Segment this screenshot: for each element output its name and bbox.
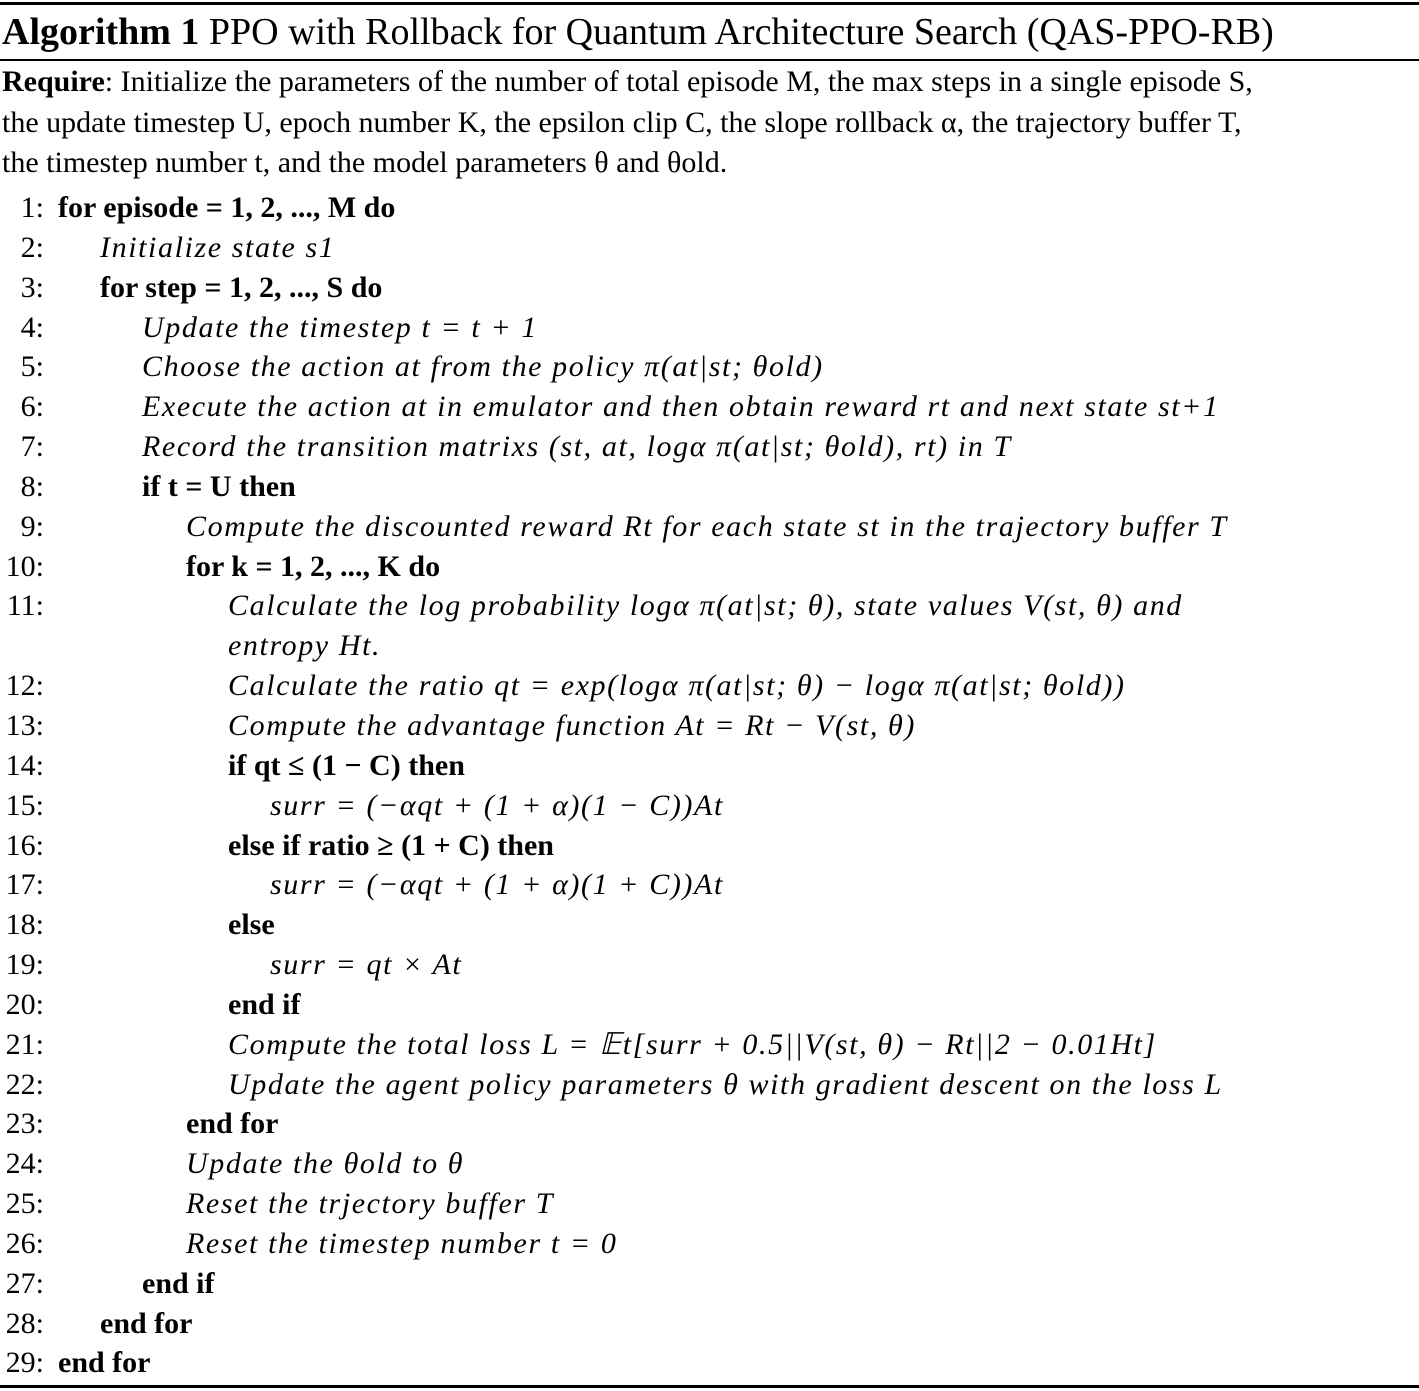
line-number: 10: — [5, 549, 44, 583]
algorithm-line — [0, 865, 1419, 905]
line-code: end if — [228, 987, 301, 1021]
algorithm-label: Algorithm 1 — [2, 11, 200, 53]
line-code: end for — [100, 1306, 193, 1340]
line-code: entropy Ht. — [228, 629, 382, 663]
line-code: else — [228, 908, 275, 942]
line-number: 23: — [5, 1107, 44, 1141]
line-number: 22: — [5, 1067, 44, 1101]
algorithm-line — [0, 467, 1419, 507]
line-code: Calculate the log probability logα π(at|st; θ), state values V(st, θ) and — [228, 589, 1183, 623]
line-number: 13: — [5, 708, 44, 742]
line-code: Update the agent policy parameters θ with gradient descent on the loss L — [228, 1067, 1223, 1101]
require-line-3: the timestep number t, and the model parameters θ and θold. — [2, 146, 728, 179]
line-code: Compute the discounted reward Rt for each state st in the trajectory buffer T — [186, 509, 1228, 543]
line-code: else if ratio ≥ (1 + C) then — [228, 828, 554, 862]
line-number: 18: — [5, 908, 44, 942]
line-code: for step = 1, 2, ..., S do — [100, 270, 383, 304]
line-number: 7: — [20, 430, 44, 464]
line-code: for episode = 1, 2, ..., M do — [58, 191, 396, 224]
line-code: if qt ≤ (1 − C) then — [228, 748, 465, 782]
algorithm-line — [0, 746, 1419, 786]
algorithm-line — [0, 945, 1419, 985]
line-code: Compute the total loss L = 𝔼t[surr + 0.5||V(st, θ) − Rt||2 − 0.01Ht] — [228, 1027, 1157, 1061]
require-block — [2, 62, 1416, 184]
line-number: 4: — [20, 310, 44, 344]
line-number: 27: — [5, 1266, 44, 1300]
line-code: end for — [58, 1346, 151, 1380]
algorithm-line — [0, 308, 1419, 348]
line-code: Initialize state s1 — [100, 230, 336, 264]
line-number: 14: — [5, 748, 44, 782]
algorithm-line — [0, 905, 1419, 945]
line-number: 12: — [5, 669, 44, 703]
line-code: surr = (−αqt + (1 + α)(1 + C))At — [270, 868, 724, 902]
require-label: Require — [2, 65, 105, 98]
line-number: 8: — [20, 469, 44, 503]
algorithm-line — [0, 1184, 1419, 1224]
algorithm-line — [0, 666, 1419, 706]
line-number: 15: — [5, 788, 44, 822]
line-code: Execute the action at in emulator and then obtain reward rt and next state st+1 — [142, 390, 1220, 424]
algorithm-line — [0, 1104, 1419, 1144]
line-code: end if — [142, 1266, 215, 1300]
algorithm-line — [0, 706, 1419, 746]
algorithm-line — [0, 228, 1419, 268]
line-number: 2: — [20, 230, 44, 264]
line-number: 3: — [20, 270, 44, 304]
algorithm-title — [2, 5, 1274, 59]
line-number: 1: — [20, 191, 44, 224]
line-number: 9: — [20, 509, 44, 543]
line-code: Record the transition matrixs (st, at, logα π(at|st; θold), rt) in T — [142, 430, 1012, 464]
line-code: Calculate the ratio qt = exp(logα π(at|st; θ) − logα π(at|st; θold)) — [228, 669, 1126, 703]
line-code: Reset the timestep number t = 0 — [186, 1226, 618, 1260]
line-number: 6: — [20, 390, 44, 424]
line-number: 16: — [5, 828, 44, 862]
line-code: if t = U then — [142, 469, 296, 503]
line-number: 29: — [5, 1346, 44, 1380]
title-rule — [0, 59, 1419, 61]
line-number: 19: — [5, 948, 44, 982]
bottom-rule — [0, 1385, 1419, 1388]
line-number: 24: — [5, 1147, 44, 1181]
algorithm-line — [0, 1264, 1419, 1304]
line-number: 17: — [5, 868, 44, 902]
algorithm-line — [0, 586, 1419, 626]
algorithm-line — [0, 626, 1419, 666]
line-code: end for — [186, 1107, 279, 1141]
algorithm-line — [0, 1224, 1419, 1264]
line-code: surr = (−αqt + (1 + α)(1 − C))At — [270, 788, 724, 822]
algorithm-line — [0, 826, 1419, 866]
algorithm-line — [0, 387, 1419, 427]
require-line-1 — [2, 62, 1416, 103]
line-number: 21: — [5, 1027, 44, 1061]
algorithm-line — [0, 427, 1419, 467]
line-code: Choose the action at from the policy π(at|st; θold) — [142, 350, 824, 384]
algorithm-title-text: PPO with Rollback for Quantum Architecture Search (QAS-PPO-RB) — [208, 11, 1274, 53]
line-number: 26: — [5, 1226, 44, 1260]
line-code: Reset the trjectory buffer T — [186, 1187, 555, 1221]
algorithm-line — [0, 188, 1419, 228]
algorithm-line — [0, 507, 1419, 547]
line-code: for k = 1, 2, ..., K do — [186, 549, 441, 583]
algorithm-line — [0, 1343, 1419, 1383]
algorithm-line — [0, 1065, 1419, 1105]
line-number: 25: — [5, 1187, 44, 1221]
algorithm-body — [0, 188, 1419, 1383]
require-text-1: : Initialize the parameters of the number of total episode M, the max steps in a single episode S, — [104, 65, 1253, 98]
algorithm-line — [0, 1144, 1419, 1184]
algorithm-line — [0, 985, 1419, 1025]
algorithm-line — [0, 547, 1419, 587]
algorithm-line — [0, 786, 1419, 826]
algorithm-line — [0, 1304, 1419, 1344]
line-code: Update the timestep t = t + 1 — [142, 310, 538, 344]
require-line-2: the update timestep U, epoch number K, the epsilon clip C, the slope rollback α, the trajectory buffer T, — [2, 105, 1242, 139]
algorithm-line — [0, 1025, 1419, 1065]
algorithm-line — [0, 347, 1419, 387]
line-number: 28: — [5, 1306, 44, 1340]
line-code: Update the θold to θ — [186, 1147, 465, 1181]
line-number: 5: — [20, 350, 44, 384]
line-code: surr = qt × At — [270, 948, 463, 982]
algorithm-line — [0, 268, 1419, 308]
line-number: 20: — [5, 987, 44, 1021]
line-number: 11: — [6, 589, 44, 623]
line-code: Compute the advantage function At = Rt − V(st, θ) — [228, 708, 916, 742]
